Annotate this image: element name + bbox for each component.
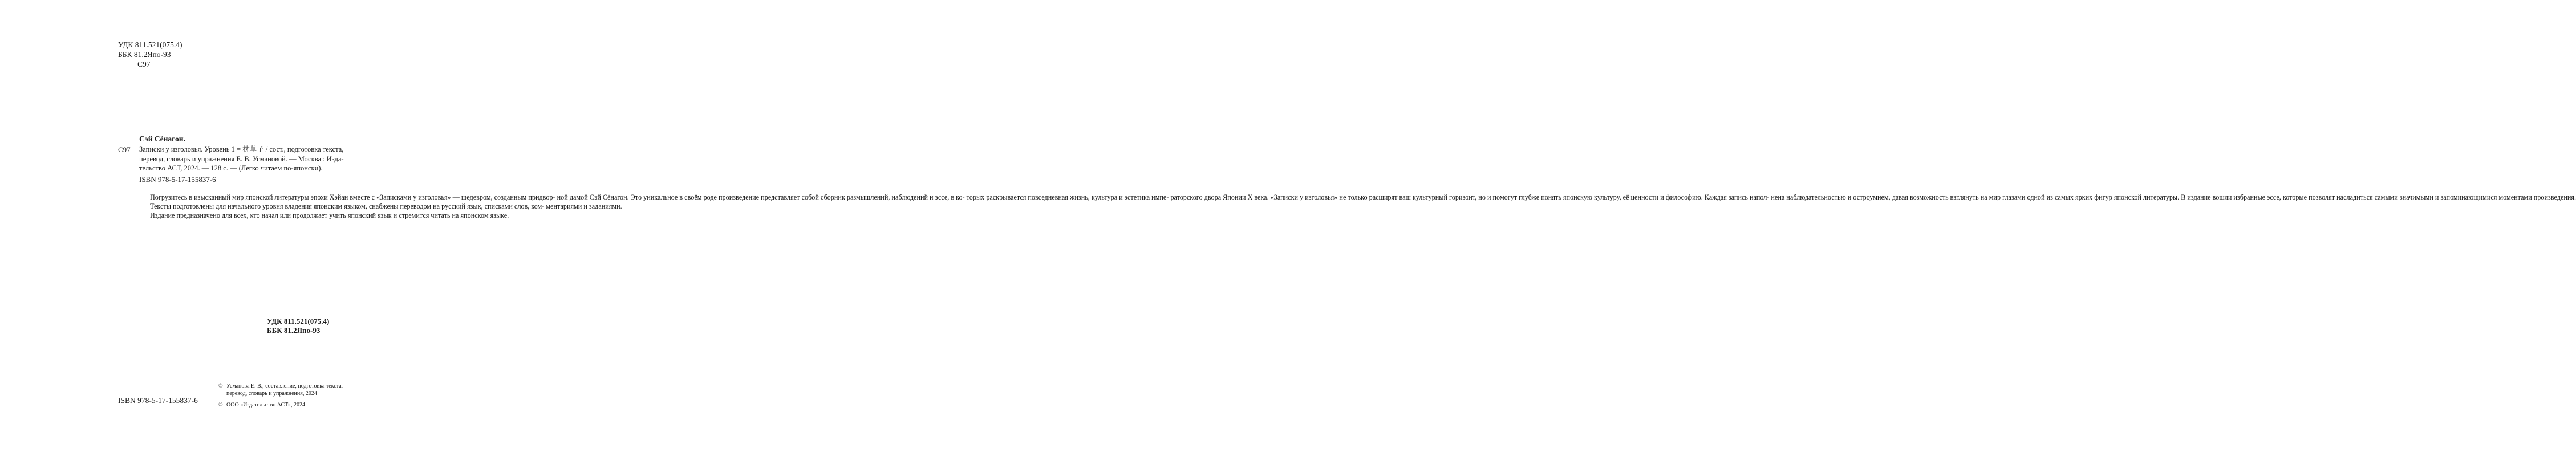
bibliography-line: тельство АСТ, 2024. — 128 с. — (Легко читаем по-японски). — [139, 164, 323, 172]
annotation-paragraph-2: Тексты подготовлены для начального уровня владения японским языком, снабжены переводом на русский язык, списками слов, ком- ментариями и заданиями. — [150, 202, 622, 210]
bibliography-text — [139, 145, 344, 173]
annotation — [139, 193, 2576, 221]
copyright-line: ООО «Издательство АСТ», 2024 — [226, 402, 305, 408]
udk-code: УДК 811.521(075.4) — [118, 40, 182, 49]
isbn-bottom: ISBN 978-5-17-155837-6 — [118, 396, 198, 405]
bibliography-line: Записки у изголовья. Уровень 1 = 枕草子 / сост., подготовка текста, — [139, 145, 344, 153]
annotation-paragraph-1: Погрузитесь в изысканный мир японской литературы эпохи Хэйан вместе с «Записками у изголовья» — шедевром, созданным придвор- ной дамой Сэй Сёнагон. Это уникальное в своём роде произведение представляет собой сборник размышлений, наблюдений и эссе, в ко- торых раскрывается повседневная жизнь, культура и эстетика импе- раторского двора Японии X века. «Записки у изголовья» не только расширят ваш культурный горизонт, но и помогут глубже понять японскую культуру, её ценности и философию. Каждая запись напол- нена наблюдательностью и остроумием, давая возможность взглянуть на мир глазами одной из самых ярких фигур японской литературы. В издание вошли избранные эссе, которые позволят насладиться самыми значимыми и запоминающимися моментами произведения. — [150, 193, 2576, 201]
isbn-top: ISBN 978-5-17-155837-6 — [139, 175, 216, 184]
classification-top — [118, 40, 182, 69]
copyright-block — [218, 383, 343, 409]
bibliography-code: С97 — [118, 145, 131, 154]
bbk-code: ББК 81.2Япо-93 — [118, 50, 171, 59]
bibliography-line: перевод, словарь и упражнения Е. В. Усмановой. — Москва : Изда- — [139, 154, 344, 163]
copyright-symbol: © — [218, 383, 223, 389]
bbk-code-bottom: ББК 81.2Япо-93 — [267, 326, 321, 335]
copyright-line: Усманова Е. В., составление, подготовка текста, — [226, 383, 343, 389]
copyright-line: перевод, словарь и упражнения, 2024 — [226, 390, 317, 397]
classification-bottom — [267, 317, 329, 335]
copyright-entry-publisher — [218, 402, 343, 409]
copyright-symbol: © — [218, 402, 223, 408]
bibliography-author: Сэй Сёнагон. — [139, 135, 185, 143]
author-mark: С97 — [137, 60, 151, 68]
udk-code-bottom: УДК 811.521(075.4) — [267, 317, 330, 325]
copyright-entry-author — [218, 383, 343, 397]
annotation-paragraph-3: Издание предназначено для всех, кто начал или продолжает учить японский язык и стремится читать на японском языке. — [150, 211, 509, 219]
